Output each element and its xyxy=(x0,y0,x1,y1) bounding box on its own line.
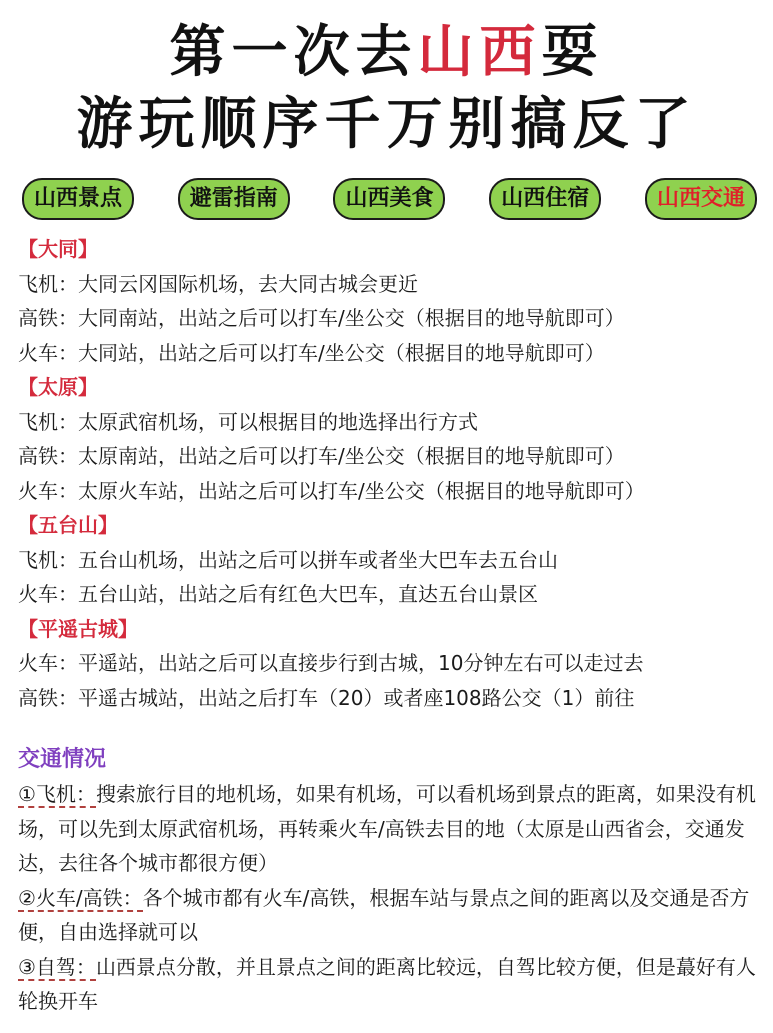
traffic-item-train xyxy=(18,881,763,950)
transport-line: 火车：平遥站，出站之后可以直接步行到古城，10分钟左右可以走过去 xyxy=(18,651,644,675)
transport-line: 高铁：平遥古城站，出站之后打车（20）或者座108路公交（1）前往 xyxy=(18,685,635,710)
title-highlight: 山西 xyxy=(417,20,542,85)
traffic-key: ②火车/高铁： xyxy=(18,885,143,910)
city-heading: 【大同】 xyxy=(18,237,98,261)
transport-line: 火车：五台山站，出站之后有红色大巴车，直达五台山景区 xyxy=(18,582,538,606)
page-title-line-2: 游玩顺序千万别搞反了 xyxy=(76,92,697,157)
transport-line: 火车：大同站，出站之后可以打车/坐公交（根据目的地导航即可） xyxy=(18,340,605,365)
tag-food[interactable]: 山西美食 xyxy=(333,178,445,220)
title-text: 第一次去 xyxy=(169,20,418,85)
page-title-line-1 xyxy=(0,20,773,86)
transport-line: 飞机：太原武宿机场，可以根据目的地选择出行方式 xyxy=(18,409,478,434)
city-pingyao xyxy=(18,612,763,716)
title-text-end: 耍 xyxy=(541,20,604,85)
traffic-item-drive xyxy=(18,950,763,1019)
traffic-key: ①飞机： xyxy=(18,782,96,806)
tag-transport[interactable]: 山西交通 xyxy=(645,178,757,220)
traffic-text: 各个城市都有火车/高铁，根据车站与景点之间的距离以及交通是否方便，自由选择就可以 xyxy=(18,885,750,944)
tag-lodging[interactable]: 山西住宿 xyxy=(489,178,601,220)
transport-line: 飞机：大同云冈国际机场，去大同古城会更近 xyxy=(18,271,418,296)
city-heading: 【太原】 xyxy=(18,375,98,399)
tag-attractions[interactable]: 山西景点 xyxy=(22,178,134,220)
transport-line: 高铁：大同南站，出站之后可以打车/坐公交（根据目的地导航即可） xyxy=(18,306,625,330)
traffic-item-plane xyxy=(18,777,763,881)
city-wutaishan xyxy=(18,508,763,612)
city-taiyuan xyxy=(18,370,763,508)
city-datong xyxy=(18,232,763,370)
transport-line: 高铁：太原南站，出站之后可以打车/坐公交（根据目的地导航即可） xyxy=(18,444,625,468)
tag-avoid-guide[interactable]: 避雷指南 xyxy=(178,178,290,220)
content xyxy=(18,232,763,1019)
traffic-key: ③自驾： xyxy=(18,954,96,979)
traffic-text: 搜索旅行目的地机场，如果有机场，可以看机场到景点的距离，如果没有机场，可以先到太原武宿机场，再转乘火车/高铁去目的地（太原是山西省会，交通发达，去往各个城市都很方便） xyxy=(18,782,756,875)
transport-line: 火车：太原火车站，出站之后可以打车/坐公交（根据目的地导航即可） xyxy=(18,478,645,503)
city-heading: 【五台山】 xyxy=(18,513,118,537)
city-heading: 【平遥古城】 xyxy=(18,616,138,641)
traffic-text: 山西景点分散，并且景点之间的距离比较远，自驾比较方便，但是蕞好有人轮换开车 xyxy=(18,954,756,1013)
tag-row xyxy=(22,178,757,220)
transport-line: 飞机：五台山机场，出站之后可以拼车或者坐大巴车去五台山 xyxy=(18,547,558,572)
traffic-section-title: 交通情况 xyxy=(18,747,107,772)
